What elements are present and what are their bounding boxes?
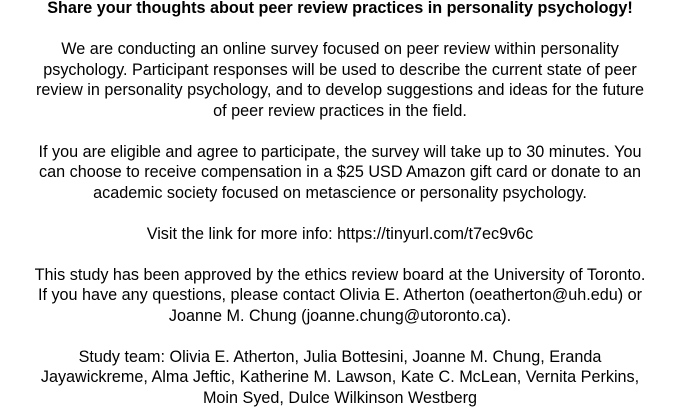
intro-line: We are conducting an online survey focused on peer review within personality — [61, 40, 619, 58]
ethics-paragraph — [4, 265, 676, 327]
team-line: Moin Syed, Dulce Wilkinson Westberg — [202, 388, 478, 407]
intro-line: psychology. Participant responses will be used to describe the current state of peer — [43, 60, 637, 79]
team-line: Jayawickreme, Alma Jeftic, Katherine M. Lawson, Kate C. McLean, Vernita Perkins, — [40, 368, 640, 386]
eligibility-line: If you are eligible and agree to participate, the survey will take up to 30 minutes. You — [38, 142, 642, 161]
intro-line: review in personality psychology, and to develop suggestions and ideas for the future — [35, 81, 644, 99]
ethics-line: Joanne M. Chung (joanne.chung@utoronto.ca). — [168, 306, 512, 325]
eligibility-line: academic society focused on metascience or personality psychology. — [93, 183, 587, 202]
link-paragraph — [4, 224, 676, 245]
survey-link-text: Visit the link for more info: https://tinyurl.com/t7ec9v6c — [146, 224, 534, 243]
study-team-paragraph — [4, 347, 676, 409]
intro-paragraph — [4, 39, 676, 121]
eligibility-line: can choose to receive compensation in a $25 USD Amazon gift card or donate to an — [39, 163, 641, 181]
flyer-title — [4, 0, 676, 19]
title-line: Share your thoughts about peer review practices in personality psychology! — [47, 0, 633, 17]
ethics-line: If you have any questions, please contact Olivia E. Atherton (oeatherton@uh.edu) or — [37, 286, 643, 304]
team-line: Study team: Olivia E. Atherton, Julia Bottesini, Joanne M. Chung, Eranda — [78, 347, 602, 366]
ethics-line: This study has been approved by the ethics review board at the University of Toronto. — [34, 265, 646, 284]
eligibility-paragraph — [4, 142, 676, 204]
intro-line: of peer review practices in the field. — [213, 101, 467, 120]
